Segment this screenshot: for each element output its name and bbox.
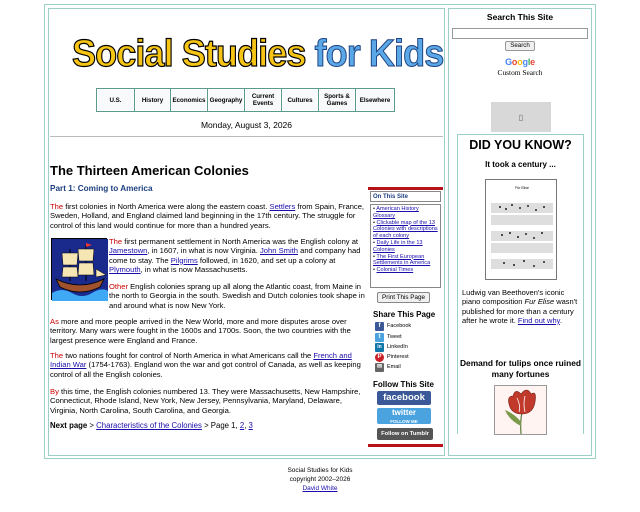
footer-site-name: Social Studies for Kids [287,467,353,474]
share-pinterest[interactable] [375,352,409,362]
link-pilgrims[interactable]: Pilgrims [170,255,198,265]
custom-search-label: Custom Search [497,68,543,77]
link-first-settlements[interactable]: The First European Settlements in America [373,253,431,267]
list-item: • Colonial Times [373,267,414,274]
search-input[interactable] [452,28,588,39]
facebook-follow-button[interactable]: facebook [377,391,431,405]
link-settlers[interactable]: Settlers [269,202,296,211]
twitter-label: twitter [392,408,416,417]
list-item: • The First European Settlements in America [373,253,431,267]
footer [0,467,640,493]
did-you-know-subheading: It took a century ... [485,160,556,169]
ad-placeholder [491,102,551,132]
link-colonial-times[interactable]: Colonial Times [376,267,414,274]
share-linkedin[interactable] [375,342,408,352]
find-out-why-link[interactable]: Find out why [517,315,560,325]
nav-elsewhere[interactable]: Elsewhere [356,89,394,111]
current-date: Monday, August 3, 2026 [200,120,293,130]
logo-word-1: Social Studies [72,33,306,75]
tulip-image[interactable] [494,385,547,435]
link-colonies-map[interactable]: Clickable map of the 13 Colonies with descriptions of each colony [373,219,438,240]
on-this-site-list [370,204,441,288]
share-label: Email [387,363,401,370]
list-item: • Clickable map of the 13 Colonies with descriptions of each colony [373,219,438,240]
list-item: • American History Glossary [373,206,419,219]
link-page-3[interactable]: 3 [248,421,253,430]
ship-image [51,238,107,300]
nav-economics[interactable]: Economics [171,89,208,111]
twitter-icon: t [375,333,384,342]
link-john-smith[interactable]: John Smith [260,246,298,256]
share-label: Pinterest [387,353,409,360]
main-nav [96,88,395,112]
link-daily-life[interactable]: Daily Life in the 13 Colonies [373,239,423,253]
nav-sports-games[interactable]: Sports & Games [319,89,356,111]
pinterest-icon: P [375,353,384,362]
share-twitter[interactable] [375,332,402,342]
link-next-page[interactable]: Characteristics of the Colonies [96,421,202,430]
document-icon: ▯ [518,112,524,122]
nav-us[interactable]: U.S. [97,89,135,111]
footer-author-link[interactable]: David White [302,484,338,492]
link-plymouth[interactable]: Plymouth [109,265,141,275]
share-label: Tweet [387,333,402,340]
nav-geography[interactable]: Geography [208,89,245,111]
link-jamestown[interactable]: Jamestown [109,246,148,256]
link-french-indian-war[interactable]: French and Indian War [50,351,352,370]
share-heading: Share This Page [373,310,436,319]
tumblr-follow-button[interactable]: Follow on Tumblr [377,428,433,440]
footer-copyright: copyright 2002–2026 [289,475,351,483]
share-email[interactable] [375,362,401,372]
email-icon: ✉ [376,363,383,370]
did-you-know-heading: DID YOU KNOW? [469,138,572,152]
paragraph-4: As more and more people arrived in the New World, more and more disputes arose over territory. Many wars were fought in the 1600s and 1700s. Soon, the two countries with the largest presence were England and France. [50,317,351,345]
share-label: LinkedIn [387,343,408,350]
print-button[interactable]: Print This Page [377,292,430,303]
paragraph-6: By this time, the English colonies numbered 13. They were Massachusetts, New Hampshire, Connecticut, Rhode Island, New York, New Jersey, Pennsylvania, Maryland, Delaware, Virginia, North Carolina, South Carolina, and Georgia. [50,387,361,415]
search-heading: Search This Site [486,12,554,22]
linkedin-icon: in [375,343,384,352]
share-label: Facebook [387,322,412,329]
share-facebook[interactable] [375,321,411,331]
section-heading: Part 1: Coming to America [50,184,153,193]
divider [50,136,443,137]
paragraph-5: The two nations fought for control of North America in what Americans call the French and Indian War (1754-1763). England won the war and got control of Canada, as well as keeping control of all the English colonies. [50,351,361,379]
nav-cultures[interactable]: Cultures [282,89,319,111]
on-this-site-heading: On This Site [370,191,441,202]
facebook-icon: f [375,322,384,331]
link-page-2[interactable]: 2 [239,421,245,430]
twitter-sub-label: FOLLOW ME [390,419,418,424]
did-you-know-text: Ludwig van Beethoven's iconic piano composition Fur Elise wasn't published for more than a century after he wrote it. Find out why. [462,288,578,325]
sheet-music-image[interactable] [485,179,557,280]
tulip-heading: Demand for tulips once ruined many fortunes [460,358,581,379]
page-title: The Thirteen American Colonies [50,163,249,178]
paragraph-1: The first colonies in North America were along the eastern coast. Settlers from Spain, France, Sweden, Holland, and England claimed land beginning in the 17th century. The struggle for control of this land would continue for more than a hundred years. [50,202,365,230]
paragraph-2: The first permanent settlement in North America was the English colony at Jamestown, in 1607, in what is now Virginia. John Smith and company had come to stay. The Pilgrims followed, in 1620, and set up a colony at Plymouth, in what is now Massachusetts. [109,237,361,275]
site-logo[interactable] [72,33,444,75]
link-glossary[interactable]: American History Glossary [373,206,419,219]
search-button[interactable]: Search [505,41,535,51]
twitter-follow-button[interactable] [377,408,431,424]
paragraph-3: Other English colonies sprang up all along the Atlantic coast, from Maine in the north to Georgia in the south. Swedish and Dutch colonies took shape in and around what is now New York. [109,282,365,310]
next-page-nav: Next page > Characteristics of the Colonies > Page 1, 2, 3 [50,421,253,430]
list-item: • Daily Life in the 13 Colonies [373,239,423,253]
sheet-title: Für Elise [515,186,529,190]
nav-history[interactable]: History [135,89,171,111]
follow-heading: Follow This Site [373,380,434,389]
logo-word-2: for Kids [314,33,444,75]
google-logo: Google [505,57,535,67]
nav-current-events[interactable]: Current Events [245,89,282,111]
